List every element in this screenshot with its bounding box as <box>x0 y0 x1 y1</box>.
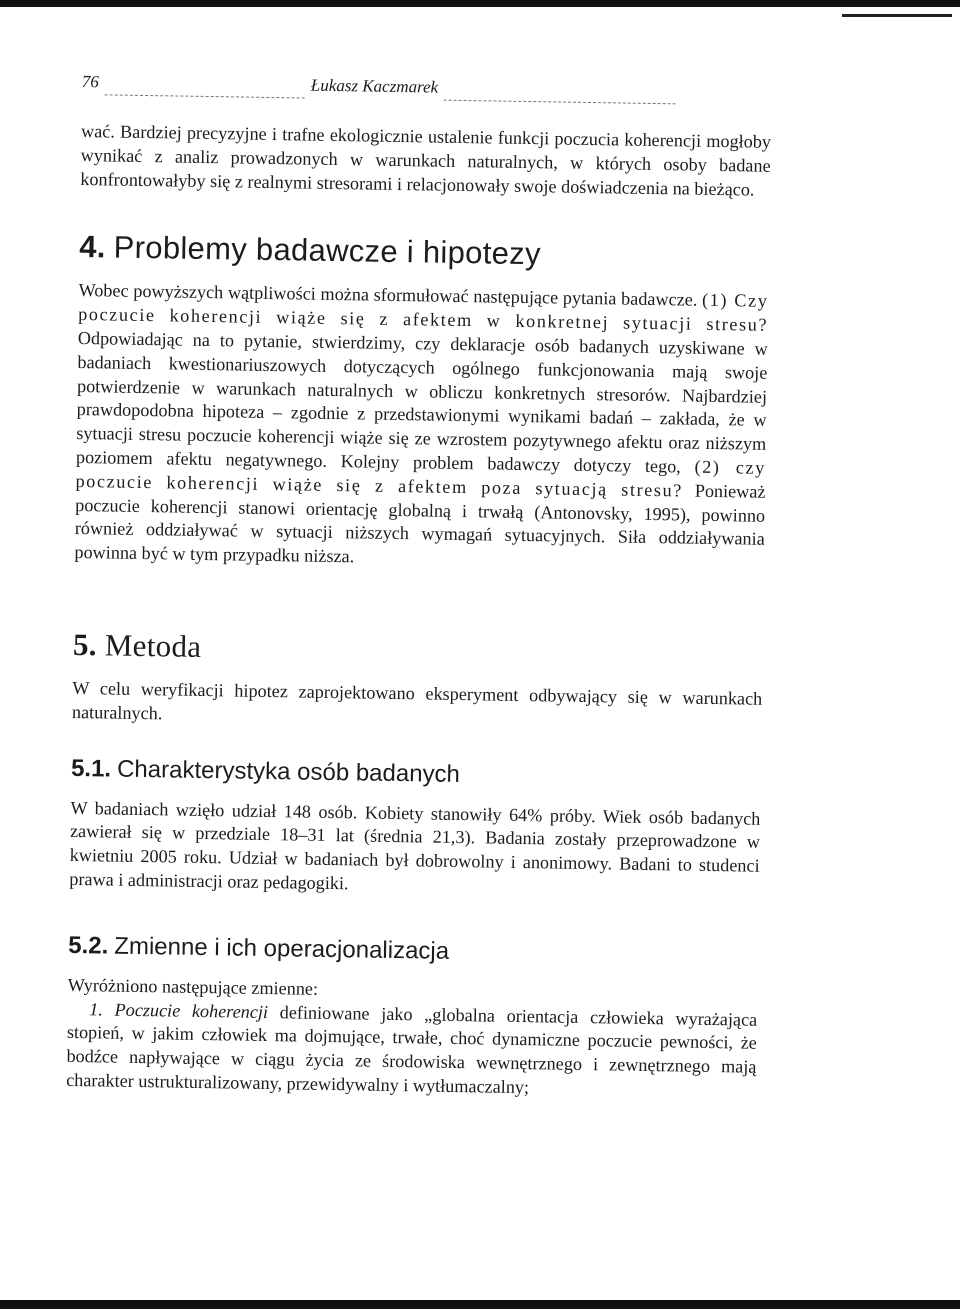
section-4-title: Problemy badawcze i hipotezy <box>113 229 542 272</box>
section-5-number: 5. <box>72 626 98 663</box>
variable-1-definition: definiowane jako „globalna orientacja człowieka wyrażająca stopień, w jakim człowiek ma dojmujące, trwałe, choć dynamiczne poczucie pewności, że bodźce napływające w ciągu życia ze środowiska wewnętrznego i zewnętrznego mają charakter ustrukturalizowany, przewidywalny i wytłumaczalny; <box>66 1001 758 1098</box>
section-5-2-number: 5.2. <box>68 931 109 960</box>
variable-1-number: 1. <box>89 998 104 1019</box>
section-4-number: 4. <box>78 229 106 265</box>
scan-edge-top <box>0 0 960 7</box>
section-5-paragraph: W celu weryfikacji hipotez zaprojektowano eksperyment odbywający się w warunkach naturalnych. <box>71 677 763 724</box>
section-5-1-paragraph: W badaniach wzięło udział 148 osób. Kobiety stanowiły 64% próby. Wiek osób badanych zawierał się w przedziale 18–31 lat (średnia 21,3). Badania zostały przeprowadzone w kwietniu 2005 roku. Udział w badaniach był dobrowolny i anonimowy. Badani to studenci prawa i administracji oraz pedagogiki. <box>69 797 761 894</box>
scan-mark-top-right <box>842 14 952 17</box>
section-4-text-b: Odpowiadając na to pytanie, stwierdzimy, czy deklaracje osób badanych uzyskiwane w badaniach kwestionariuszowych dotyczących ogólnego funkcjonowania mają swoje potwierdzenie w warunkach naturalnych w obliczu konkretnych stresorów. Najbardziej prawdopodobna hipoteza – zgodnie z przedstawionymi wynikami badań – zakłada, że w sytuacji stresu poczucie koherencji wiąże się ze wzrostem pozytywnego afektu oraz niższym poziomem afektu negatywnego. Kolejny problem badawczy dotyczy tego, <box>75 327 768 477</box>
section-5-1-number: 5.1. <box>70 754 112 783</box>
section-5-title: Metoda <box>104 627 202 664</box>
section-5-1-heading <box>71 724 762 807</box>
section-5-2-heading <box>68 892 759 985</box>
research-question-2: (2) czy poczucie koherencji wiąże się z afektem poza sytuacją stresu? <box>75 456 767 501</box>
page-number: 76 <box>81 72 99 92</box>
section-4-text-a: Wobec powyższych wątpliwości można sformułować następujące pytania badawcze. <box>78 280 698 311</box>
section-4-text-c: Ponieważ poczucie koherencji stanowi orientację globalną i trwałą (Antonovsky, 1995), powinno również oddziaływać w sytuacji niższych wymagań sytuacyjnych. Siła oddziaływania powinna być w tym przypadku niższa. <box>74 480 766 567</box>
section-5-heading <box>72 565 764 688</box>
header-rule-left <box>105 93 305 98</box>
variable-list-item-1 <box>66 997 757 1103</box>
section-5-2-title: Zmienne i ich operacjonalizacja <box>114 932 450 965</box>
running-header <box>81 72 771 117</box>
header-rule-right <box>444 99 676 105</box>
section-4-heading <box>79 191 770 290</box>
research-question-1: (1) Czy poczucie koherencji wiąże się z afektem w konkretnej sytuacji stresu? <box>78 290 769 335</box>
book-page <box>66 72 772 1103</box>
section-5-2-intro: Wyróżniono następujące zmienne: <box>67 974 319 999</box>
section-4-paragraph <box>74 279 768 575</box>
running-author: Łukasz Kaczmarek <box>310 75 439 97</box>
intro-paragraph: wać. Bardziej precyzyjne i trafne ekologicznie ustalenie funkcji poczucia koherencji mogłoby wynikać z analiz prowadzonych w warunkach naturalnych, w których osoby badane konfrontowałyby się z realnymi stresorami i relacjonowały swoje doświadczenia na bieżąco. <box>80 120 772 200</box>
section-5-1-title: Charakterystyka osób badanych <box>116 755 461 788</box>
scan-edge-bottom <box>0 1300 960 1309</box>
variable-1-term: Poczucie koherencji <box>114 999 269 1022</box>
